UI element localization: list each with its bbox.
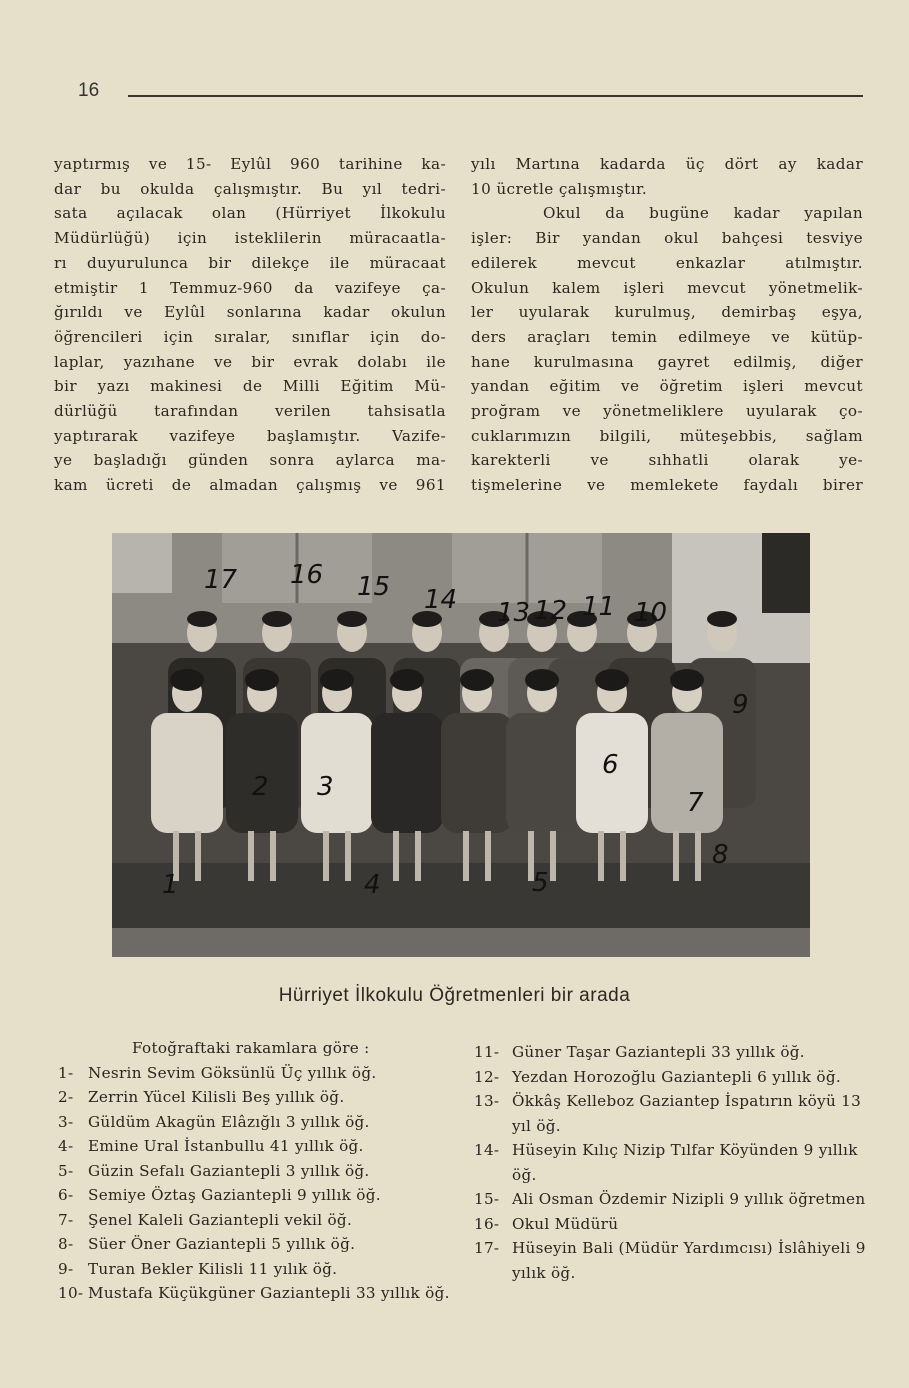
list-heading: Fotoğraftaki rakamlara göre :: [132, 1039, 370, 1057]
left-column-line: yaptırmış ve 15- Eylûl 960 tarihine ka-: [54, 155, 446, 173]
right-column-line: işler: Bir yandan okul bahçesi tesviye: [471, 229, 863, 248]
list-item-text: Hüseyin Kılıç Nizip Tılfar Köyünden 9 yıllık öğ.: [512, 1141, 858, 1184]
list-item: [474, 1138, 866, 1187]
list-item-number: 5-: [58, 1161, 74, 1180]
list-item: [58, 1159, 454, 1184]
left-column-line: kam ücreti de almadan çalışmış ve 961: [54, 476, 446, 495]
right-column-line: proğram ve yönetmeliklere uyularak ço-: [471, 402, 863, 421]
list-item-text: Ali Osman Özdemir Nizipli 9 yıllık öğretmen: [512, 1190, 866, 1208]
list-item-text: Güldüm Akagün Elâzığlı 3 yıllık öğ.: [88, 1112, 370, 1131]
list-item-text: Yezdan Horozoğlu Gaziantepli 6 yıllık öğ.: [512, 1067, 841, 1086]
list-item-text: Güner Taşar Gaziantepli 33 yıllık öğ.: [512, 1043, 805, 1061]
handwritten-number: 15: [357, 572, 391, 602]
list-item-number: 8-: [58, 1235, 74, 1253]
list-item-number: 11-: [474, 1043, 500, 1061]
list-item-text: Nesrin Sevim Göksünlü Üç yıllık öğ.: [88, 1063, 377, 1082]
photo-caption: Hürriyet İlkokulu Öğretmenleri bir arada: [278, 985, 631, 1006]
handwritten-number: 10: [634, 598, 668, 628]
list-item-text: Güzin Sefalı Gaziantepli 3 yıllık öğ.: [88, 1161, 370, 1180]
list-item-number: 9-: [58, 1259, 74, 1278]
list-item-text: Hüseyin Bali (Müdür Yardımcısı) İslâhiyeli 9 yılık öğ.: [512, 1239, 866, 1282]
list-item-number: 1-: [58, 1063, 74, 1082]
list-item: [58, 1110, 454, 1135]
list-item-number: 2-: [58, 1088, 74, 1106]
handwritten-number: 1: [162, 870, 179, 900]
list-item: [58, 1134, 454, 1159]
left-column-line: etmiştir 1 Temmuz-960 da vazifeye ça-: [54, 278, 446, 297]
list-item: [58, 1183, 454, 1208]
handwritten-number: 5: [532, 868, 549, 898]
right-column-line: 10 ücretle çalışmıştır.: [471, 179, 648, 198]
list-item: [58, 1232, 454, 1257]
page-number: 16: [78, 80, 100, 101]
handwritten-number: 7: [687, 788, 704, 818]
list-item-number: 6-: [58, 1186, 74, 1204]
group-photo: [112, 533, 810, 957]
left-column-line: Müdürlüğü) için isteklilerin müracaatla-: [54, 229, 446, 248]
list-item: [474, 1236, 866, 1285]
list-item-number: 17-: [474, 1239, 500, 1257]
handwritten-number: 14: [424, 585, 458, 615]
list-item-number: 7-: [58, 1210, 74, 1229]
header-rule: [128, 95, 863, 97]
right-column-line: Okulun kalem işleri mevcut yönetmelik-: [471, 278, 863, 297]
handwritten-number: 8: [712, 840, 729, 870]
left-column-line: laplar, yazıhane ve bir evrak dolabı ile: [54, 352, 446, 371]
names-list-right: [474, 1040, 866, 1285]
list-item: [58, 1061, 454, 1086]
list-item: [474, 1065, 866, 1090]
list-item: [58, 1257, 454, 1282]
handwritten-number: 16: [290, 560, 324, 590]
list-item-number: 12-: [474, 1067, 500, 1086]
left-column-line: sata açılacak olan (Hürriyet İlkokulu: [54, 204, 446, 223]
list-item: [58, 1281, 454, 1306]
left-column-line: yaptırarak vazifeye başlamıştır. Vazife-: [54, 426, 446, 445]
list-item-number: 13-: [474, 1092, 500, 1110]
left-column-line: öğrencileri için sıralar, sınıflar için do-: [54, 327, 446, 346]
list-item-text: Şenel Kaleli Gaziantepli vekil öğ.: [88, 1210, 353, 1229]
list-item: [474, 1187, 866, 1212]
list-item-text: Süer Öner Gaziantepli 5 yıllık öğ.: [88, 1235, 356, 1253]
list-item-text: Turan Bekler Kilisli 11 yılık öğ.: [88, 1259, 338, 1278]
left-column-line: rı duyurulunca bir dilekçe ile müracaat: [54, 253, 446, 272]
handwritten-number: 9: [732, 690, 749, 720]
right-column-line: ders araçları temin edilmeye ve kütüp-: [471, 327, 863, 346]
left-text-column: [54, 152, 446, 498]
list-item: [474, 1040, 866, 1065]
right-column-line: karekterli ve sıhhatli olarak ye-: [471, 451, 863, 470]
list-item-number: 3-: [58, 1112, 74, 1131]
handwritten-number: 3: [317, 772, 334, 802]
handwritten-number: 11: [582, 592, 616, 622]
left-column-line: bir yazı makinesi de Milli Eğitim Mü-: [54, 377, 446, 396]
list-item-number: 16-: [474, 1214, 500, 1233]
list-item: [58, 1208, 454, 1233]
list-item-text: Okul Müdürü: [512, 1214, 619, 1233]
handwritten-number: 4: [364, 870, 381, 900]
list-item: [474, 1212, 866, 1237]
handwritten-number: 6: [602, 750, 619, 780]
right-column-line: yılı Martına kadarda üç dört ay kadar: [471, 155, 863, 173]
list-item-text: Emine Ural İstanbullu 41 yıllık öğ.: [88, 1137, 364, 1155]
left-column-line: dürlüğü tarafından verilen tahsisatla: [54, 402, 446, 421]
right-column-line: tişmelerine ve memlekete faydalı birer: [471, 476, 863, 495]
list-item-number: 4-: [58, 1137, 74, 1155]
group-photo-illustration: [112, 533, 810, 957]
right-text-column: [471, 152, 863, 498]
list-item-text: Ökkâş Kelleboz Gaziantep İspatırın köyü 13 yıl öğ.: [512, 1092, 862, 1135]
right-column-line: Okul da bugüne kadar yapılan: [543, 204, 863, 223]
list-item-number: 10-: [58, 1284, 84, 1302]
handwritten-number: 2: [252, 772, 269, 802]
list-item-text: Mustafa Küçükgüner Gaziantepli 33 yıllık öğ.: [88, 1284, 450, 1302]
list-item-number: 15-: [474, 1190, 500, 1208]
right-column-line: yandan eğitim ve öğretim işleri mevcut: [471, 377, 863, 396]
right-column-line: hane kurulmasına gayret edilmiş, diğer: [471, 352, 863, 371]
right-column-line: cuklarımızın bilgili, müteşebbis, sağlam: [471, 426, 863, 445]
left-column-line: ğırıldı ve Eylûl sonlarına kadar okulun: [54, 303, 446, 322]
names-list-left: [58, 1036, 454, 1306]
handwritten-number: 13: [497, 598, 531, 628]
right-column-line: ler uyularak kurulmuş, demirbaş eşya,: [471, 303, 863, 322]
list-item-number: 14-: [474, 1141, 500, 1159]
handwritten-number: 17: [204, 565, 238, 595]
right-column-line: edilerek mevcut enkazlar atılmıştır.: [471, 253, 863, 272]
left-column-line: dar bu okulda çalışmıştır. Bu yıl tedri-: [54, 179, 446, 198]
list-item-text: Semiye Öztaş Gaziantepli 9 yıllık öğ.: [88, 1186, 381, 1204]
handwritten-number: 12: [534, 596, 568, 626]
list-item: [474, 1089, 866, 1138]
list-item-text: Zerrin Yücel Kilisli Beş yıllık öğ.: [88, 1088, 345, 1106]
left-column-line: ye başladığı günden sonra aylarca ma-: [54, 451, 446, 470]
list-item: [58, 1085, 454, 1110]
